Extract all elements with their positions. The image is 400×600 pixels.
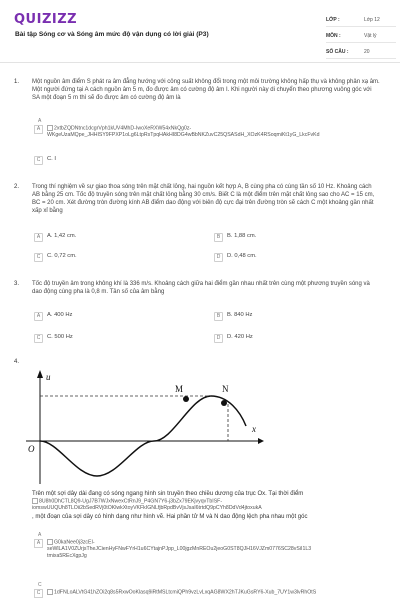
option-text: A. 400 Hz xyxy=(47,312,73,319)
option-box: C xyxy=(34,334,43,343)
document-header xyxy=(0,0,400,60)
option-text: B. 840 Hz xyxy=(227,312,253,319)
option-label: A xyxy=(38,532,42,538)
meta-row-subject xyxy=(326,30,396,43)
option-box: B xyxy=(214,312,223,321)
broken-image-icon xyxy=(47,539,53,545)
option-box: C xyxy=(34,589,43,598)
option-label: C xyxy=(38,582,42,588)
u-axis-label: u xyxy=(46,372,51,382)
question-1 xyxy=(14,78,394,170)
wave-graph xyxy=(18,366,268,486)
broken-image-url: 2xtbZQDNtnc1dcgrVph1kUV4MhD-IwoXeRXW54xNkQg0z- xyxy=(47,125,387,132)
option-box: A xyxy=(34,312,43,321)
header-divider xyxy=(0,62,400,63)
broken-image-url-cont: tmixa5REcXgpJg xyxy=(47,553,87,560)
option-box: D xyxy=(214,253,223,262)
option-text: B. 1,88 cm. xyxy=(227,233,257,240)
option-text: D. 420 Hz xyxy=(227,334,253,341)
broken-image-url-cont: seWlLA1V0ZUrjsTheJCienHyFNwFYrH1u6CYtajnPJpp_L00jgzMnREOu2jeoG0ST8QJH16VJZm0776SC28vSiI1L3 xyxy=(47,546,312,553)
answer-option-d[interactable] xyxy=(214,332,253,344)
option-text: D. 0,48 cm. xyxy=(227,253,257,260)
question-4 xyxy=(14,358,394,600)
answer-option-c[interactable] xyxy=(34,251,77,263)
meta-value: 20 xyxy=(364,48,370,55)
answer-option-a[interactable] xyxy=(34,231,76,243)
question-2 xyxy=(14,183,394,273)
meta-value: Vật lý xyxy=(364,32,377,39)
meta-row-count xyxy=(326,46,396,59)
answer-option-c[interactable] xyxy=(34,154,56,166)
meta-key: MÔN : xyxy=(326,32,341,39)
question-text-line: Trên một sợi dây dài đang có sóng ngang hình sin truyền theo chiều dương của trục Ox. Tại thời điểm xyxy=(32,491,304,497)
option-box: A xyxy=(34,233,43,242)
meta-panel xyxy=(326,14,396,62)
u-axis-arrow xyxy=(37,370,43,378)
question-text: Trong thí nghiệm về sự giao thoa sóng trên mặt chất lỏng, hai nguồn kết hợp A, B cùng pha có cùng tần số 10 Hz. Khoảng cách AB bằng 25 cm. Tốc độ truyền sóng trên mặt chất lỏng bằng 30 cm/s. Biết C là một điểm trên mặt chất lỏng sao cho AC = 15 cm, BC = 20 cm. Xét đường tròn đường kính AB điểm dao động với biên độ cực đại trên đường tròn sẽ cách C một khoảng gần nhất xấp xỉ bằng xyxy=(32,184,375,215)
point-m xyxy=(183,396,189,402)
question-number: 1. xyxy=(14,79,20,85)
broken-image-url-cont: WKgeUzaMQpe_JHHISY9FPXP1oLg6LtpRsTpqHAkHI8DG4wBbNKZuvC25QSASdH_XOzK4RSoqmiKt1yG_LkcFvKd xyxy=(47,132,320,139)
option-text: C. I xyxy=(47,156,57,163)
broken-image-icon xyxy=(47,125,53,131)
broken-image-url-cont: iomswUUQUh8TLOii2bSedRVj0tOKlwkXtoyVKFkIGNLfjbRpdBvVjsJsaI6trtdQ9pCYh8DdVd4jtoxukA xyxy=(32,505,262,512)
option-label: A xyxy=(38,118,42,124)
question-number: 2. xyxy=(14,184,20,190)
option-text: A. 1,42 cm. xyxy=(47,233,77,240)
question-3 xyxy=(14,280,394,350)
broken-image-url: 8U8h0DhCTL8Q9-UgJ7B7WJxNwexCtRnJ9_P4GN7Y6-j3bZx79EKjvyqvTbISF- xyxy=(32,498,400,505)
meta-row-class xyxy=(326,14,396,27)
point-n-label: N xyxy=(222,384,229,394)
question-text: Tốc độ truyền âm trong không khí là 336 m/s. Khoảng cách giữa hai điểm gần nhau nhất trên cùng một phương truyền sóng và dao động cùng pha là 0,8 m. Tần số của âm bằng xyxy=(32,281,370,296)
wave-curve xyxy=(40,396,246,476)
broken-image-icon xyxy=(47,589,53,595)
option-box: C xyxy=(34,253,43,262)
answer-option-c[interactable] xyxy=(34,582,394,598)
broken-image-icon xyxy=(32,498,38,504)
document-title: Bài tập Sóng cơ và Sóng âm mức độ vận dụng có lời giải (P3) xyxy=(15,31,209,38)
x-axis-arrow xyxy=(258,438,264,444)
answer-option-a[interactable] xyxy=(34,532,394,560)
quizizz-logo: QUIZIZZ xyxy=(14,12,78,27)
option-text: C. 500 Hz xyxy=(47,334,73,341)
meta-value: Lớp 12 xyxy=(364,16,380,23)
answer-option-b[interactable] xyxy=(214,310,252,322)
answer-option-b[interactable] xyxy=(214,231,256,243)
question-text-line: , một đoạn của sợi dây có hình dạng như hình vẽ. Hai phần tử M và N dao động lệch pha nhau một góc xyxy=(32,513,308,520)
meta-key: LỚP : xyxy=(326,16,340,23)
meta-key: SỐ CÂU : xyxy=(326,48,349,55)
question-text: Một nguồn âm điểm S phát ra âm đẳng hướng với công suất không đổi trong một môi trường không hấp thụ và không phản xạ âm. Một người đứng tại A cách nguồn âm 5 m, đo được âm có cường độ âm I. Khi người này di chuyển theo phương vuông góc với SA một đoạn 5 m thì sẽ đo được âm có cường độ âm là xyxy=(32,79,380,102)
answer-option-a[interactable] xyxy=(34,310,72,322)
answer-option-d[interactable] xyxy=(214,251,257,263)
broken-image-url: 1dFNLoALVtG41hZOi2q8s5RxwOoKlasq9iRtMSLtcmiQPh9vzLvLxqAG8WX2hTJKuGsRY6-Xub_7UY1w3lvRhOtS xyxy=(47,589,387,596)
option-box: A xyxy=(34,539,43,548)
answer-option-a[interactable] xyxy=(34,118,394,139)
broken-image-url: G0kaNee0j3zcEI- xyxy=(47,539,387,546)
point-m-label: M xyxy=(175,384,184,394)
x-axis-label: x xyxy=(252,424,256,434)
option-box: B xyxy=(214,233,223,242)
question-number: 4. xyxy=(14,359,20,365)
origin-label: O xyxy=(28,444,35,454)
option-box: A xyxy=(34,125,43,134)
option-text: C. 0,72 cm. xyxy=(47,253,77,260)
answer-option-c[interactable] xyxy=(34,332,73,344)
question-number: 3. xyxy=(14,281,20,287)
option-box: D xyxy=(214,334,223,343)
point-n xyxy=(221,400,227,406)
option-box: C xyxy=(34,156,43,165)
question-text xyxy=(32,490,400,521)
